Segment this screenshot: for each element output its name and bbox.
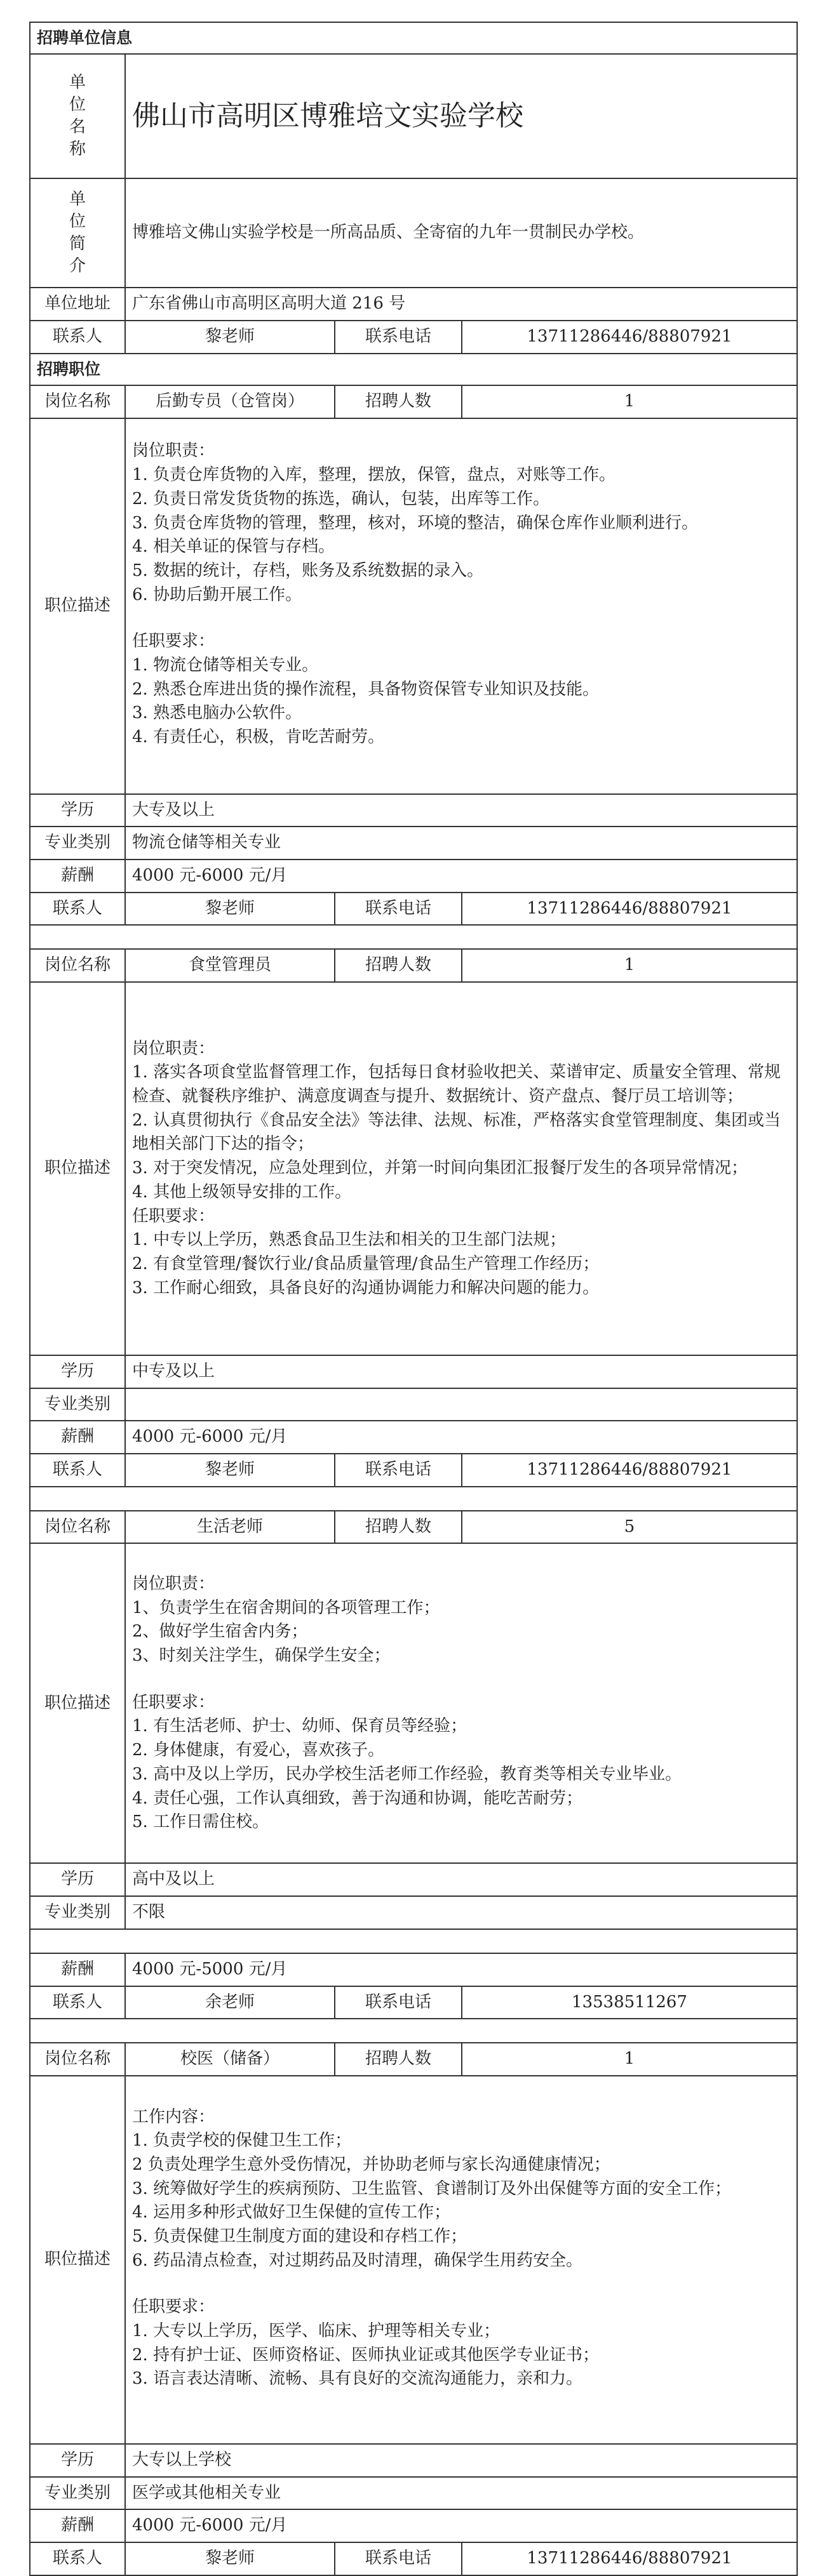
major-value: 物流仓储等相关专业: [125, 827, 797, 860]
description-line: 2. 认真贯彻执行《食品安全法》等法律、法规、标准，严格落实食堂管理制度、集团或当地相关部门下达的指令；: [132, 1110, 781, 1154]
section-spacer: [30, 1487, 797, 1511]
job-description: [125, 2076, 797, 2444]
education-label: 学历: [30, 1355, 125, 1388]
description-label: 职位描述: [30, 418, 125, 794]
major-value: 不限: [125, 1896, 797, 1929]
job-contact-label: 联系人: [30, 1454, 125, 1487]
job-contact-label: 联系人: [30, 1986, 125, 2019]
headcount-value: 1: [462, 2043, 797, 2076]
salary-value: 4000 元-6000 元/月: [125, 860, 797, 893]
description-line: 2. 有食堂管理/餐饮行业/食品质量管理/食品生产管理工作经历；: [132, 1254, 600, 1273]
description-line: 2、做好学生宿舍内务；: [132, 1622, 308, 1642]
description-line: 1. 大专以上学历，医学、临床、护理等相关专业；: [132, 2321, 501, 2341]
education-value: 大专以上学校: [125, 2444, 797, 2477]
address-label: 单位地址: [30, 288, 125, 321]
job-contact-name: 黎老师: [125, 2542, 335, 2575]
employer-name: 佛山市高明区博雅培文实验学校: [125, 54, 797, 178]
job-phone-label: 联系电话: [335, 2542, 462, 2575]
description-line: 任职要求：: [132, 632, 215, 651]
description-line: 2. 负责日常发货货物的拣选，确认，包装，出库等工作。: [132, 489, 550, 508]
description-line: 岗位职责：: [132, 1574, 215, 1593]
salary-value: 4000 元-5000 元/月: [125, 1953, 797, 1986]
position-title: 生活老师: [125, 1511, 335, 1544]
description-line: 4. 运用多种形式做好卫生保健的宣传工作；: [132, 2203, 451, 2222]
description-line: 1. 落实各项食堂监督管理工作，包括每日食材验收把关、菜谱审定、质量安全管理、常规检查、就餐秩序维护、满意度调查与提升、数据统计、资产盘点、餐厅员工培训等；: [132, 1063, 781, 1106]
description-line: [132, 1668, 790, 1691]
major-label: 专业类别: [30, 1896, 125, 1929]
position-label: 岗位名称: [30, 1511, 125, 1544]
position-label: 岗位名称: [30, 385, 125, 418]
job-description: [125, 1543, 797, 1863]
position-title: 校医（储备）: [125, 2043, 335, 2076]
salary-value: 4000 元-6000 元/月: [125, 1421, 797, 1454]
job-phone-value: 13538511267: [462, 1986, 797, 2019]
major-label: 专业类别: [30, 2477, 125, 2510]
education-value: 大专及以上: [125, 794, 797, 827]
salary-label: 薪酬: [30, 1953, 125, 1986]
job-contact-label: 联系人: [30, 2542, 125, 2575]
major-value: [125, 1388, 797, 1421]
description-line: [132, 2391, 790, 2414]
positions-section-title: 招聘职位: [30, 354, 797, 385]
description-line: 2. 持有护士证、医师资格证、医师执业证或其他医学专业证书；: [132, 2345, 600, 2365]
description-line: 岗位职责：: [132, 441, 215, 461]
salary-label: 薪酬: [30, 2509, 125, 2542]
description-line: 3. 高中及以上学历，民办学校生活老师工作经验，教育类等相关专业毕业。: [132, 1764, 682, 1784]
contact-name: 黎老师: [125, 321, 335, 354]
recruitment-table: [29, 22, 798, 2576]
headcount-value: 1: [462, 385, 797, 418]
employer-intro: 博雅培文佛山实验学校是一所高品质、全寄宿的九年一贯制民办学校。: [125, 178, 797, 288]
description-line: 任职要求：: [132, 1692, 215, 1712]
major-label: 专业类别: [30, 1388, 125, 1421]
description-line: 1. 负责学校的保健卫生工作；: [132, 2131, 352, 2151]
education-value: 高中及以上: [125, 1863, 797, 1896]
headcount-value: 1: [462, 949, 797, 982]
education-label: 学历: [30, 794, 125, 827]
description-line: 6. 药品清点检查，对过期药品及时清理，确保学生用药安全。: [132, 2250, 583, 2270]
education-label: 学历: [30, 2444, 125, 2477]
section-spacer: [30, 2019, 797, 2043]
job-contact-name: 余老师: [125, 1986, 335, 2019]
phone-label: 联系电话: [335, 321, 462, 354]
description-label: 职位描述: [30, 1543, 125, 1863]
description-line: 任职要求：: [132, 2297, 215, 2317]
description-line: 4. 责任心强，工作认真细致，善于沟通和协调，能吃苦耐劳；: [132, 1788, 583, 1808]
job-phone-label: 联系电话: [335, 1986, 462, 2019]
job-description: [125, 418, 797, 794]
job-description: [125, 982, 797, 1355]
job-contact-label: 联系人: [30, 893, 125, 926]
description-label: 职位描述: [30, 982, 125, 1355]
education-label: 学历: [30, 1863, 125, 1896]
contact-label: 联系人: [30, 321, 125, 354]
description-line: 3. 语言表达清晰、流畅、具有良好的交流沟通能力，亲和力。: [132, 2369, 583, 2389]
job-phone-label: 联系电话: [335, 893, 462, 926]
employer-name-label: 单 位 名 称: [30, 54, 125, 178]
job-phone-label: 联系电话: [335, 1454, 462, 1487]
employer-section-title: 招聘单位信息: [30, 22, 797, 54]
description-line: 1、负责学生在宿舍期间的各项管理工作；: [132, 1598, 440, 1617]
position-title: 食堂管理员: [125, 949, 335, 982]
description-line: 3. 负责仓库货物的管理，整理，核对，环境的整洁，确保仓库作业顺利进行。: [132, 513, 699, 533]
description-line: 4. 有责任心，积极，肯吃苦耐劳。: [132, 727, 385, 747]
description-line: 5. 负责保健卫生制度方面的建设和存档工作；: [132, 2227, 467, 2247]
job-phone-value: 13711286446/88807921: [462, 1454, 797, 1487]
position-title: 后勤专员（仓管岗）: [125, 385, 335, 418]
major-label: 专业类别: [30, 827, 125, 860]
description-line: 3. 熟悉电脑办公软件。: [132, 703, 302, 723]
description-line: 5. 工作日需住校。: [132, 1812, 269, 1832]
description-line: 4. 相关单证的保管与存档。: [132, 537, 335, 557]
employer-intro-label: 单 位 简 介: [30, 178, 125, 288]
description-line: 3、时刻关注学生，确保学生安全；: [132, 1646, 391, 1666]
phone-value: 13711286446/88807921: [462, 321, 797, 354]
position-label: 岗位名称: [30, 949, 125, 982]
description-label: 职位描述: [30, 2076, 125, 2444]
headcount-label: 招聘人数: [335, 2043, 462, 2076]
description-line: 4. 其他上级领导安排的工作。: [132, 1182, 352, 1202]
education-value: 中专及以上: [125, 1355, 797, 1388]
job-phone-value: 13711286446/88807921: [462, 893, 797, 926]
description-line: 2 负责处理学生意外受伤情况，并协助老师与家长沟通健康情况；: [132, 2154, 610, 2174]
description-line: [132, 607, 790, 630]
section-spacer: [30, 925, 797, 949]
description-line: 2. 熟悉仓库进出货的操作流程，具备物资保管专业知识及技能。: [132, 679, 600, 699]
description-line: 1. 中专以上学历，熟悉食品卫生法和相关的卫生部门法规；: [132, 1230, 567, 1250]
salary-value: 4000 元-6000 元/月: [125, 2509, 797, 2542]
description-line: 6. 协助后勤开展工作。: [132, 585, 302, 604]
headcount-label: 招聘人数: [335, 385, 462, 418]
description-line: 3. 工作耐心细致，具备良好的沟通协调能力和解决问题的能力。: [132, 1278, 600, 1298]
job-contact-name: 黎老师: [125, 893, 335, 926]
description-line: 1. 负责仓库货物的入库，整理，摆放，保管，盘点，对账等工作。: [132, 465, 616, 485]
section-spacer: [30, 1929, 797, 1953]
major-value: 医学或其他相关专业: [125, 2477, 797, 2510]
position-label: 岗位名称: [30, 2043, 125, 2076]
address-value: 广东省佛山市高明区高明大道 216 号: [125, 288, 797, 321]
description-line: [132, 2273, 790, 2295]
description-line: 岗位职责：: [132, 1039, 215, 1058]
headcount-label: 招聘人数: [335, 949, 462, 982]
description-line: 5. 数据的统计，存档，账务及系统数据的录入。: [132, 561, 484, 580]
description-line: 工作内容：: [132, 2107, 215, 2127]
description-line: [132, 750, 790, 773]
salary-label: 薪酬: [30, 1421, 125, 1454]
headcount-label: 招聘人数: [335, 1511, 462, 1544]
description-line: 2. 身体健康，有爱心，喜欢孩子。: [132, 1741, 385, 1760]
description-line: 3. 统筹做好学生的疾病预防、卫生监管、食谱制订及外出保健等方面的安全工作；: [132, 2179, 732, 2198]
job-contact-name: 黎老师: [125, 1454, 335, 1487]
description-line: 任职要求：: [132, 1206, 215, 1226]
job-phone-value: 13711286446/88807921: [462, 2542, 797, 2575]
description-line: 1. 物流仓储等相关专业。: [132, 655, 319, 675]
description-line: 1. 有生活老师、护士、幼师、保育员等经验；: [132, 1716, 467, 1736]
description-line: 3. 对于突发情况，应急处理到位，并第一时间向集团汇报餐厅发生的各项异常情况；: [132, 1159, 748, 1178]
recruitment-document: [29, 22, 796, 2576]
salary-label: 薪酬: [30, 860, 125, 893]
headcount-value: 5: [462, 1511, 797, 1544]
